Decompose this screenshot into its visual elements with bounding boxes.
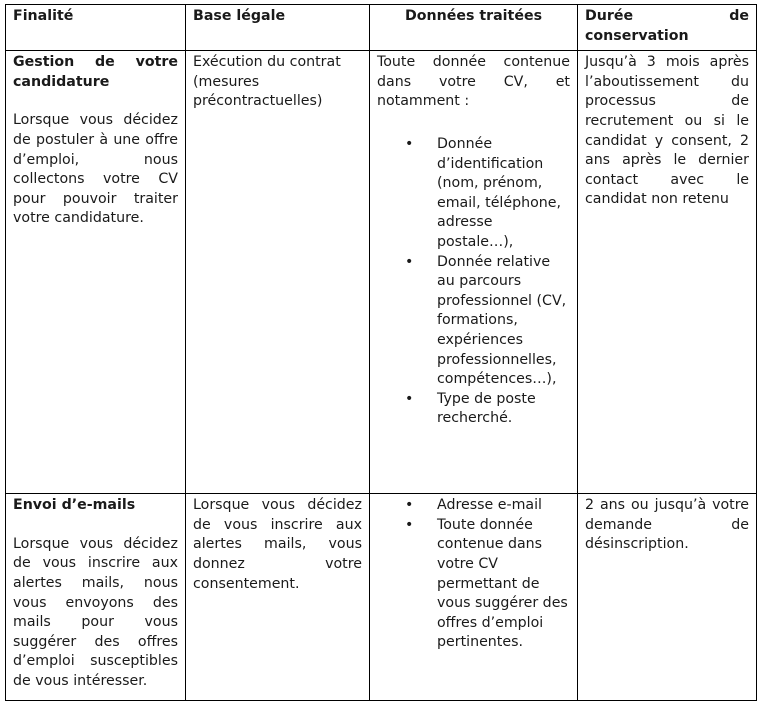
data-processing-table [5, 4, 757, 701]
base-legale-text: Exécution du contrat (mesures précontractuelles) [193, 54, 341, 110]
list-item: • Donnée d’identification (nom, prénom, email, téléphone, adresse postale…), [377, 135, 570, 253]
finalite-title: Envoi d’e-mails [13, 497, 136, 514]
header-finalite: Finalité [6, 5, 186, 51]
cell-base-legale [186, 51, 370, 494]
header-duree: Durée de conservation [578, 5, 757, 51]
donnees-intro: Toute donnée contenue dans votre CV, et notamment : [377, 54, 570, 110]
table-row [6, 494, 757, 701]
cell-donnees [370, 51, 578, 494]
header-duree-line2: conservation [585, 27, 689, 44]
header-row [6, 5, 757, 51]
list-item: • Adresse e-mail [377, 496, 570, 516]
finalite-title: Gestion de votre candidature [13, 54, 178, 90]
list-item: • Type de poste recherché. [377, 390, 570, 429]
cell-finalite [6, 51, 186, 494]
cell-duree: Jusqu’à 3 mois après l’aboutissement du processus de recrutement ou si le candidat y consent, 2 ans après le dernier contact avec le candidat non retenu [578, 51, 757, 494]
list-item: • Toute donnée contenue dans votre CV permettant de vous suggérer des offres d’emploi pertinentes. [377, 516, 570, 653]
cell-duree: 2 ans ou jusqu’à votre demande de désinscription. [578, 494, 757, 701]
cell-donnees [370, 494, 578, 701]
finalite-desc: Lorsque vous décidez de postuler à une offre d’emploi, nous collectons votre CV pour pouvoir traiter votre candidature. [13, 112, 178, 227]
cell-base-legale: Lorsque vous décidez de vous inscrire aux alertes mails, vous donnez votre consentement. [186, 494, 370, 701]
list-item: • Donnée relative au parcours professionnel (CV, formations, expériences professionnelles, compétences…), [377, 253, 570, 390]
donnees-list [377, 135, 570, 429]
donnees-list [377, 496, 570, 653]
header-base-legale: Base légale [186, 5, 370, 51]
finalite-desc: Lorsque vous décidez de vous inscrire aux alertes mails, nous vous envoyons des mails pour vous suggérer des offres d’emploi susceptibles de vous intéresser. [13, 535, 178, 689]
table-row [6, 51, 757, 494]
cell-finalite [6, 494, 186, 701]
header-donnees: Données traitées [370, 5, 578, 51]
